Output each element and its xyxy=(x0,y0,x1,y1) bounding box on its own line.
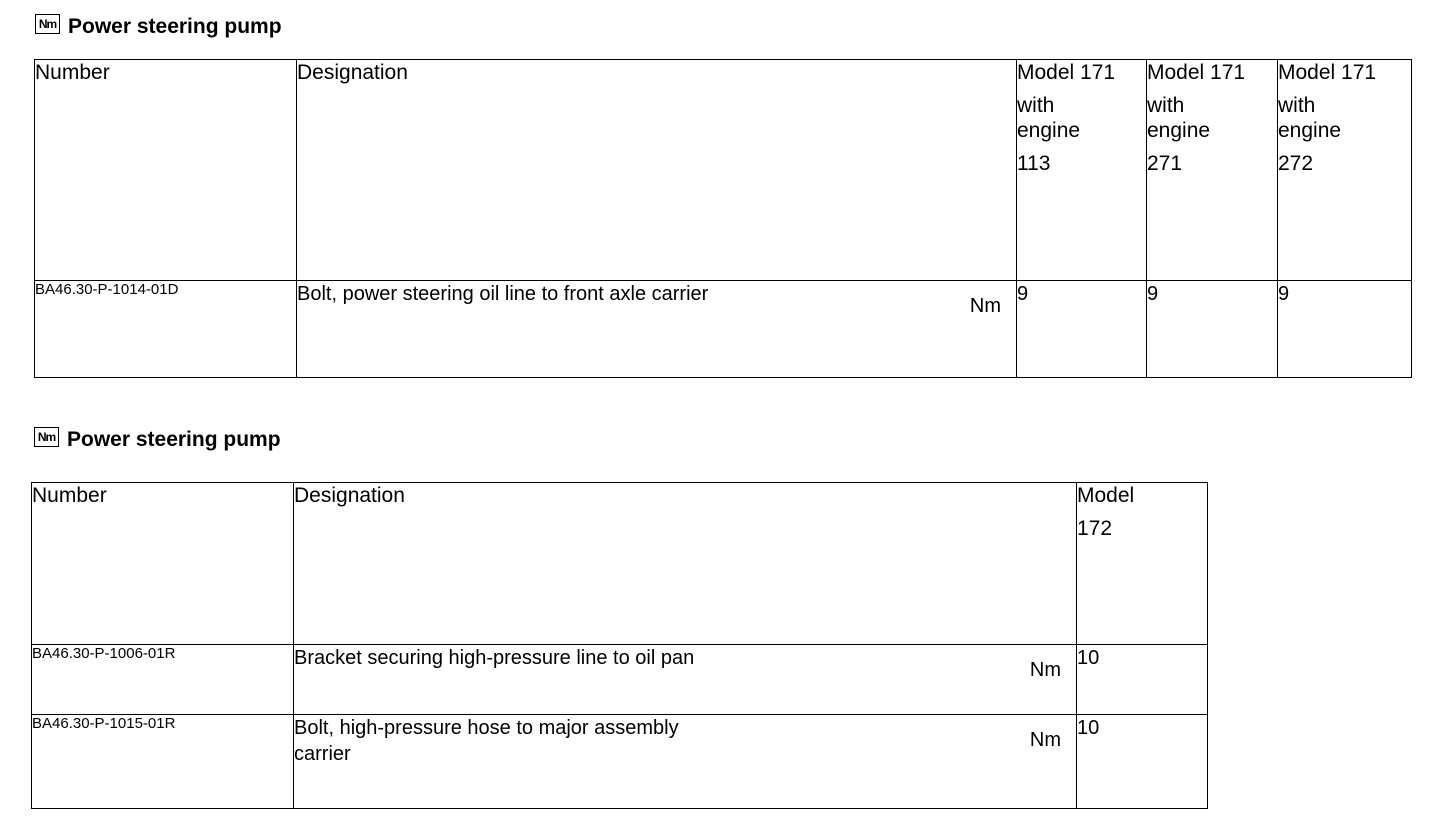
column-header-designation: Designation xyxy=(294,483,1077,645)
torque-value: 10 xyxy=(1077,645,1208,715)
engine-number: 113 xyxy=(1017,152,1051,175)
model-label: Model 171 xyxy=(1278,61,1377,84)
table-row xyxy=(35,281,1412,378)
with-label: with xyxy=(1147,94,1185,117)
engine-label: engine xyxy=(1147,119,1211,142)
table-row xyxy=(32,715,1208,809)
section-1-title xyxy=(35,14,282,37)
section-2-title-text: Power steering pump xyxy=(67,428,281,451)
torque-value: 9 xyxy=(1278,281,1412,378)
designation-cell xyxy=(294,715,1077,809)
table-header-row xyxy=(35,60,1412,281)
column-header-number: Number xyxy=(35,60,297,281)
model-number: 172 xyxy=(1077,517,1113,540)
model-label: Model 171 xyxy=(1017,61,1116,84)
table-header-row xyxy=(32,483,1208,645)
section-1-title-text: Power steering pump xyxy=(68,15,282,38)
column-header-designation: Designation xyxy=(297,60,1017,281)
torque-value: 9 xyxy=(1147,281,1278,378)
engine-number: 271 xyxy=(1147,152,1183,175)
section-2-title xyxy=(34,427,281,450)
model-label: Model 171 xyxy=(1147,61,1246,84)
part-number-link[interactable]: BA46.30-P-1006-01R xyxy=(32,645,294,715)
designation-cell xyxy=(297,281,1017,378)
torque-nm-icon: Nm xyxy=(34,427,59,447)
designation-text: Bracket securing high-pressure line to oil pan xyxy=(294,647,695,669)
unit-label: Nm xyxy=(969,295,1001,317)
engine-label: engine xyxy=(1278,119,1342,142)
column-header-model-171-engine-272 xyxy=(1278,60,1412,281)
torque-table-model-172 xyxy=(31,482,1208,809)
table-row xyxy=(32,645,1208,715)
column-header-model-171-engine-271 xyxy=(1147,60,1278,281)
column-header-model-172 xyxy=(1077,483,1208,645)
part-number-link[interactable]: BA46.30-P-1015-01R xyxy=(32,715,294,809)
torque-value: 9 xyxy=(1017,281,1147,378)
engine-label: engine xyxy=(1017,119,1081,142)
column-header-number: Number xyxy=(32,483,294,645)
designation-text: Bolt, high-pressure hose to major assembly carrier xyxy=(294,717,679,765)
column-header-model-171-engine-113 xyxy=(1017,60,1147,281)
designation-cell xyxy=(294,645,1077,715)
model-label: Model xyxy=(1077,484,1135,507)
unit-label: Nm xyxy=(1029,729,1061,751)
with-label: with xyxy=(1278,94,1316,117)
with-label: with xyxy=(1017,94,1055,117)
torque-table-model-171 xyxy=(34,59,1412,378)
unit-label: Nm xyxy=(1029,659,1061,681)
torque-nm-icon: Nm xyxy=(35,14,60,34)
engine-number: 272 xyxy=(1278,152,1314,175)
part-number-link[interactable]: BA46.30-P-1014-01D xyxy=(35,281,297,378)
designation-text: Bolt, power steering oil line to front axle carrier xyxy=(297,283,709,305)
torque-value: 10 xyxy=(1077,715,1208,809)
